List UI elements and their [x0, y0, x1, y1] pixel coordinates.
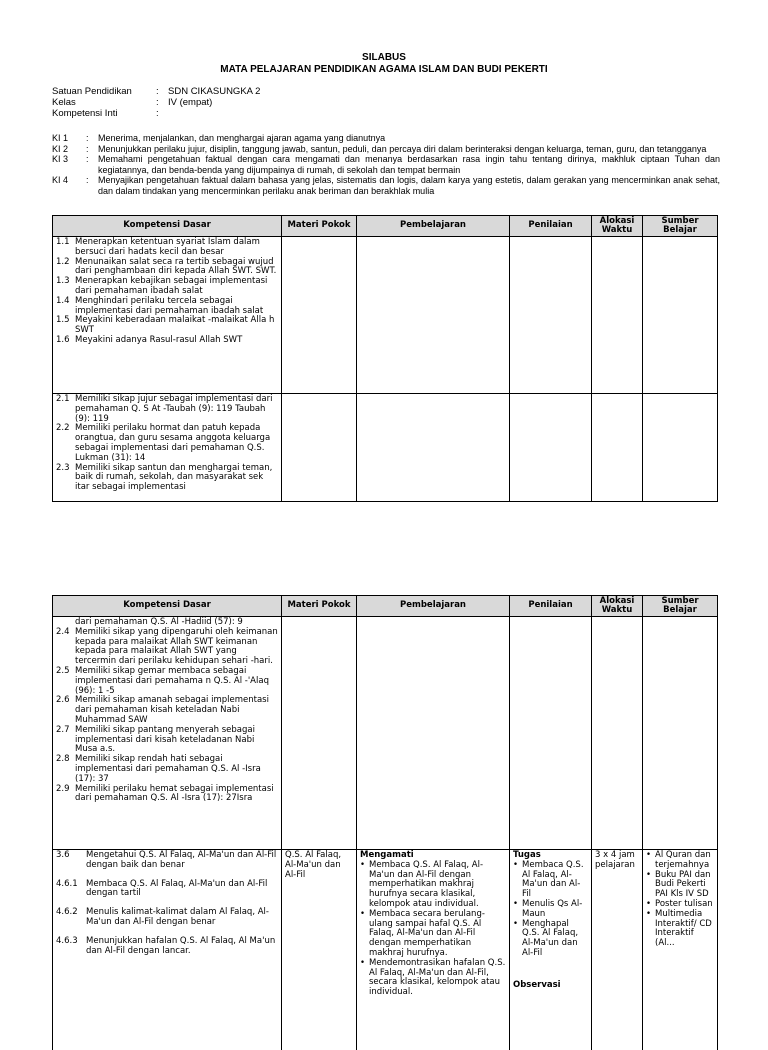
- list-item: • Multimedia Interaktif/ CD Interaktif (Al...: [655, 910, 715, 949]
- alokasi-cell: [592, 394, 643, 502]
- kd-text: Mengetahui Q.S. Al Falaq, Al-Ma'un dan Al-Fil dengan baik dan benar: [86, 850, 277, 870]
- penilaian-cell: [510, 237, 592, 394]
- list-item: • Membaca secara berulang-ulang sampai hafal Q.S. Al Falaq, Al-Ma'un dan Al-Fil dengan memperhatikan makhraj hurufnya.: [369, 910, 507, 959]
- kd-text: Memiliki sikap pantang menyerah sebagai implementasi dari kisah keteladanan Nabi Musa a.s.: [75, 724, 255, 755]
- kd-item: [56, 755, 279, 784]
- kd-text: Meyakini adanya Rasul-rasul Allah SWT: [75, 334, 243, 345]
- kd-text: Menghindari perilaku tercela sebagai implementasi dari pemahaman ibadah salat: [75, 295, 264, 316]
- kd-item: [56, 667, 279, 696]
- header-kompetensi-dasar: Kompetensi Dasar: [53, 596, 282, 617]
- ki-text: Memahami pengetahuan faktual dengan cara mengamati dan menanya berdasarkan rasa ingin tahu tentang dirinya, makhluk ciptaan Tuhan dan kegiatannya, dan benda-benda yang dijumpainya di rumah, di sekolah dan tempat bermain: [98, 154, 720, 175]
- kd-number: 2.3: [56, 462, 70, 473]
- kd-item: [56, 880, 279, 900]
- ki-number: KI 1: [52, 133, 69, 143]
- kd-item: [56, 277, 279, 297]
- kd-text: Menerapkan kebajikan sebagai implementasi dari pemahaman ibadah salat: [75, 276, 268, 296]
- kd-cell: [53, 394, 282, 502]
- kd-number: 2.4: [56, 626, 70, 637]
- sumber-cell: [643, 850, 718, 1050]
- sumber-list: [646, 851, 715, 949]
- list-item: • Membaca Q.S. Al Falaq, Al-Ma'un dan Al-Fil: [522, 861, 589, 900]
- kd-text: Menerapkan ketentuan syariat Islam dalam bersuci dari hadats kecil dan besar: [75, 237, 260, 257]
- kd-item: [56, 726, 279, 755]
- header-materi-pokok: Materi Pokok: [282, 216, 357, 237]
- kd-item: [56, 785, 279, 805]
- penilaian-cell: [510, 850, 592, 1050]
- sumber-cell: [643, 394, 718, 502]
- ki-text: Menunjukkan perilaku jujur, disiplin, tanggung jawab, santun, peduli, dan percaya diri dalam berinteraksi dengan keluarga, teman, guru, dan tetangganya: [98, 143, 707, 154]
- kd-number: 1.3: [56, 276, 70, 287]
- ki-colon: :: [86, 133, 89, 143]
- kd-text: Memiliki perilaku hormat dan patuh kepada orangtua, dan guru sesama anggota keluarga sebagai implementasi dari pemahaman Q.S. Lukman (31): 14: [75, 423, 271, 463]
- kd-number: 2.1: [56, 394, 70, 404]
- alokasi-text: 3 x 4 jam pelajaran: [595, 850, 635, 870]
- info-row-kompetensi: [52, 108, 260, 119]
- list-item: • Poster tulisan: [655, 900, 715, 910]
- header-penilaian: Penilaian: [510, 216, 592, 237]
- kd-item: [56, 937, 279, 957]
- pembelajaran-list: [360, 861, 507, 998]
- materi-cell: [282, 617, 357, 850]
- materi-cell: [282, 850, 357, 1050]
- alokasi-cell: [592, 237, 643, 394]
- header-materi-pokok: Materi Pokok: [282, 596, 357, 617]
- kompetensi-inti-list: [52, 133, 720, 196]
- pembelajaran-cell: [357, 394, 510, 502]
- syllabus-table-1: [52, 215, 718, 502]
- pembelajaran-cell: [357, 617, 510, 850]
- kd-item: [56, 424, 279, 463]
- document-title: SILABUS: [362, 52, 406, 63]
- ki-item: [52, 175, 720, 196]
- kd-item: [56, 851, 279, 871]
- ki-colon: :: [86, 154, 89, 164]
- kd-number: 2.5: [56, 665, 70, 676]
- list-item: • Menulis Qs Al-Maun: [522, 900, 589, 920]
- kd-number: 4.6.3: [56, 935, 78, 946]
- kd-number: 2.9: [56, 783, 70, 794]
- ki-number: KI 2: [52, 143, 69, 154]
- kd-number: 1.6: [56, 334, 70, 345]
- kd-number: 1.1: [56, 237, 70, 247]
- kd-text: Memiliki sikap yang dipengaruhi oleh keimanan kepada para malaikat Allah SWT keimanan kepada para malaikat Allah SWT yang tercermin dari perilaku kehidupan sehari -hari.: [75, 626, 278, 667]
- ki-item: [52, 144, 720, 155]
- kd-cell: [53, 237, 282, 394]
- info-colon: :: [156, 97, 159, 108]
- kd-item: [56, 258, 279, 278]
- kd-text: Meyakini keberadaan malaikat -malaikat Alla h SWT: [75, 315, 275, 336]
- ki-colon: :: [86, 143, 89, 154]
- alokasi-cell: [592, 617, 643, 850]
- pembelajaran-heading: Mengamati: [360, 850, 414, 860]
- penilaian-list: [513, 861, 589, 959]
- kd-number: 4.6.2: [56, 907, 78, 918]
- materi-text: Q.S. Al Falaq, Al-Ma'un dan Al-Fil: [285, 850, 342, 880]
- info-colon: :: [156, 86, 159, 97]
- table-row: [53, 850, 718, 1050]
- kd-number: 2.7: [56, 724, 70, 735]
- kd-number: 2.2: [56, 423, 70, 434]
- info-value: IV (empat): [168, 97, 213, 108]
- header-alokasi-waktu: Alokasi Waktu: [592, 216, 643, 237]
- sumber-cell: [643, 617, 718, 850]
- info-row-satuan: [52, 86, 260, 97]
- kd-number: 4.6.1: [56, 878, 78, 889]
- info-colon: :: [156, 108, 159, 119]
- ki-item: [52, 133, 720, 144]
- info-label: Satuan Pendidikan: [52, 86, 132, 97]
- kd-text: Menunaikan salat seca ra tertib sebagai wujud dari penghambaan diri kepada Allah SWT. SWT.: [75, 256, 277, 277]
- info-label: Kompetensi Inti: [52, 108, 118, 119]
- kd-text: Memiliki sikap gemar membaca sebagai implementasi dari pemahama n Q.S. Al -'Alaq (96): 1 -5: [75, 665, 269, 696]
- table-row: [53, 237, 718, 394]
- kd-number: 1.5: [56, 315, 70, 326]
- header-penilaian: Penilaian: [510, 596, 592, 617]
- kd-text: Menulis kalimat-kalimat dalam Al Falaq, Al-Ma'un dan Al-Fil dengan benar: [86, 907, 269, 927]
- penilaian-next-heading: Observasi: [513, 979, 561, 990]
- pembelajaran-cell: [357, 237, 510, 394]
- kd-text: Memiliki sikap jujur sebagai implementasi dari pemahaman Q. S At -Taubah (9): 119 Taubah (9): 119: [75, 394, 273, 424]
- header-pembelajaran: Pembelajaran: [357, 596, 510, 617]
- penilaian-heading: Tugas: [513, 850, 541, 860]
- kd-item: [56, 696, 279, 725]
- list-item: • Membaca Q.S. Al Falaq, Al-Ma'un dan Al-Fil dengan memperhatikan makhraj hurufnya secara klasikal, kelompok atau individual.: [369, 861, 507, 910]
- kd-item: [56, 395, 279, 424]
- penilaian-cell: [510, 394, 592, 502]
- header-sumber-belajar: Sumber Belajar: [643, 596, 718, 617]
- table-row: [53, 617, 718, 850]
- kd-item: [56, 464, 279, 493]
- kd-continuation: dari pemahaman Q.S. Al -Hadiid (57): 9: [75, 617, 243, 627]
- kd-number: 3.6: [56, 850, 70, 860]
- school-info: [52, 86, 260, 119]
- kd-text: Membaca Q.S. Al Falaq, Al-Ma'un dan Al-Fil dengan tartil: [86, 878, 268, 899]
- header-sumber-belajar: Sumber Belajar: [643, 216, 718, 237]
- list-item: • Al Quran dan terjemahnya: [655, 851, 715, 871]
- kd-item: [56, 628, 279, 667]
- ki-item: [52, 154, 720, 175]
- kd-item: [56, 238, 279, 258]
- info-value: SDN CIKASUNGKA 2: [168, 86, 261, 97]
- kd-number: 1.2: [56, 256, 70, 267]
- kd-text: Menunjukkan hafalan Q.S. Al Falaq, Al Ma'un dan Al-Fil dengan lancar.: [86, 935, 276, 956]
- kd-number: 1.4: [56, 295, 70, 306]
- kd-item: [56, 316, 279, 336]
- ki-text: Menerima, menjalankan, dan menghargai ajaran agama yang dianutnya: [98, 133, 386, 143]
- ki-text: Menyajikan pengetahuan faktual dalam bahasa yang jelas, sistematis dan logis, dalam karya yang estetis, dalam gerakan yang mencerminkan anak sehat, dan dalam tindakan yang mencerminkan perilaku anak beriman dan berakhlak mulia: [98, 175, 720, 196]
- kd-item: [56, 297, 279, 317]
- kd-text: Memiliki perilaku hemat sebagai implementasi dari pemahaman Q.S. Al -Isra (17): 27Isra: [75, 783, 274, 804]
- syllabus-table-2: [52, 595, 718, 1050]
- list-item: • Menghapal Q.S. Al Falaq, Al-Ma'un dan Al-Fil: [522, 920, 589, 959]
- materi-cell: [282, 237, 357, 394]
- kd-cell: [53, 850, 282, 1050]
- kd-text: Memiliki sikap santun dan menghargai teman, baik di rumah, sekolah, dan masyarakat sek itar sebagai implementasi: [75, 462, 273, 493]
- kd-item: [56, 336, 279, 346]
- info-label: Kelas: [52, 97, 76, 108]
- header-alokasi-waktu: Alokasi Waktu: [592, 596, 643, 617]
- table-row: [53, 394, 718, 502]
- info-row-kelas: [52, 97, 260, 108]
- table-header-row: [53, 596, 718, 617]
- list-item: • Mendemontrasikan hafalan Q.S. Al Falaq, Al-Ma'un dan Al-Fil, secara klasikal, kelompok atau individual.: [369, 959, 507, 998]
- sumber-cell: [643, 237, 718, 394]
- kd-text: Memiliki sikap amanah sebagai implementasi dari pemahaman kisah keteladan Nabi Muhammad SAW: [75, 695, 269, 725]
- penilaian-cell: [510, 617, 592, 850]
- document-subtitle: MATA PELAJARAN PENDIDIKAN AGAMA ISLAM DAN BUDI PEKERTI: [220, 64, 548, 75]
- alokasi-cell: [592, 850, 643, 1050]
- pembelajaran-cell: [357, 850, 510, 1050]
- kd-number: 2.6: [56, 695, 70, 706]
- ki-colon: :: [86, 175, 89, 185]
- ki-number: KI 4: [52, 175, 69, 185]
- materi-cell: [282, 394, 357, 502]
- table-header-row: [53, 216, 718, 237]
- kd-item: [56, 908, 279, 928]
- header-pembelajaran: Pembelajaran: [357, 216, 510, 237]
- kd-text: Memiliki sikap rendah hati sebagai implementasi dari pemahaman Q.S. Al -Isra (17): 37: [75, 754, 261, 784]
- kd-cell: [53, 617, 282, 850]
- kd-number: 2.8: [56, 754, 70, 765]
- header-kompetensi-dasar: Kompetensi Dasar: [53, 216, 282, 237]
- ki-number: KI 3: [52, 154, 69, 164]
- list-item: • Buku PAI dan Budi Pekerti PAI Kls IV SD: [655, 871, 715, 900]
